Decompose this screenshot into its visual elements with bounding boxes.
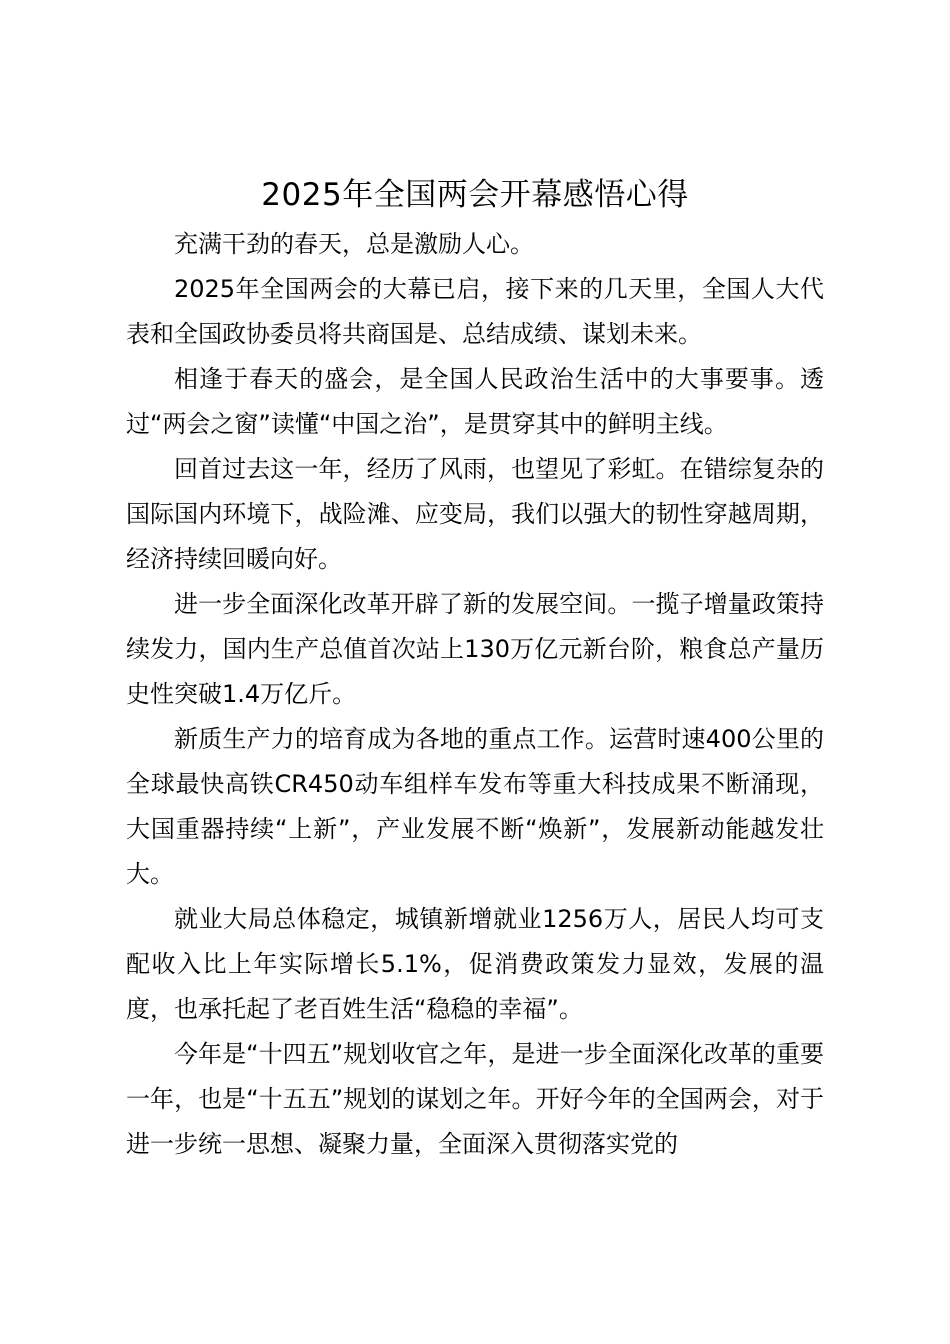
paragraph: 进一步全面深化改革开辟了新的发展空间。一揽子增量政策持续发力，国内生产总值首次站上130万亿元新台阶，粮食总产量历史性突破1.4万亿斤。 xyxy=(126,590,824,708)
paragraph: 新质生产力的培育成为各地的重点工作。运营时速400公里的全球最快高铁CR450动车组样车发布等重大科技成果不断涌现，大国重器持续“上新”，产业发展不断“焕新”，发展新动能越发壮大。 xyxy=(126,725,824,888)
document-body xyxy=(126,222,824,1167)
paragraph: 今年是“十四五”规划收官之年，是进一步全面深化改革的重要一年，也是“十五五”规划的谋划之年。开好今年的全国两会，对于进一步统一思想、凝聚力量，全面深入贯彻落实党的 xyxy=(126,1040,824,1158)
paragraph: 2025年全国两会的大幕已启，接下来的几天里，全国人大代表和全国政协委员将共商国是、总结成绩、谋划未来。 xyxy=(126,275,824,348)
paragraph: 回首过去这一年，经历了风雨，也望见了彩虹。在错综复杂的国际国内环境下，战险滩、应变局，我们以强大的韧性穿越周期，经济持续回暖向好。 xyxy=(126,455,824,573)
paragraph: 就业大局总体稳定，城镇新增就业1256万人，居民人均可支配收入比上年实际增长5.1%，促消费政策发力显效，发展的温度，也承托起了老百姓生活“稳稳的幸福”。 xyxy=(126,905,824,1023)
document-title: 2025年全国两会开幕感悟心得 xyxy=(261,177,689,213)
paragraph: 相逢于春天的盛会，是全国人民政治生活中的大事要事。透过“两会之窗”读懂“中国之治”，是贯穿其中的鲜明主线。 xyxy=(126,365,824,438)
paragraph: 充满干劲的春天，总是激励人心。 xyxy=(174,230,534,258)
